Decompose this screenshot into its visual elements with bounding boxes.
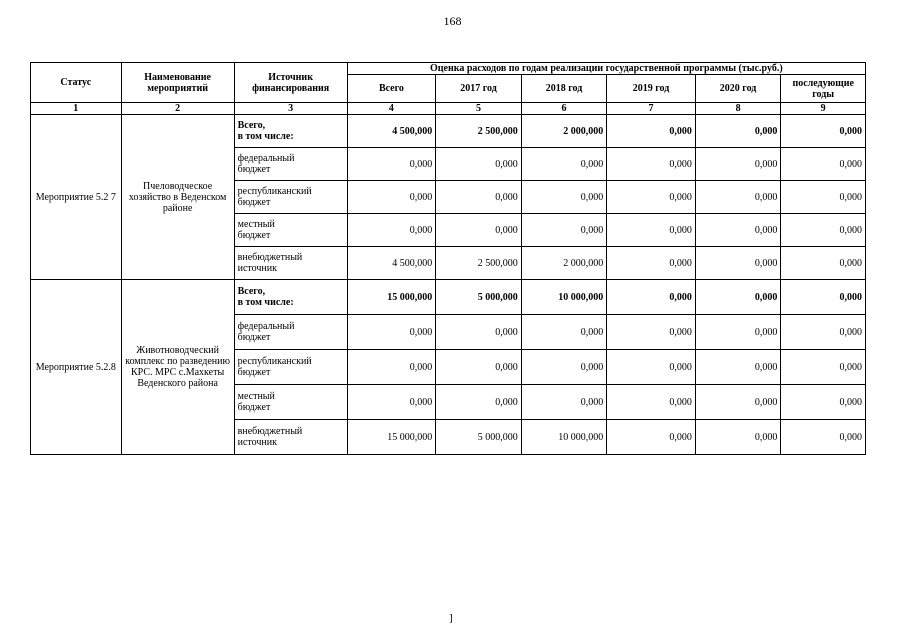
header-status: Статус bbox=[31, 63, 122, 103]
amount-cell: 0,000 bbox=[347, 214, 436, 247]
header-year-subsequent: последующие годы bbox=[781, 75, 866, 103]
amount-cell: 0,000 bbox=[695, 247, 781, 280]
amount-cell: 5 000,000 bbox=[436, 420, 522, 455]
amount-cell: 0,000 bbox=[347, 315, 436, 350]
footer-mark: ] bbox=[449, 612, 453, 624]
amount-cell: 0,000 bbox=[436, 385, 522, 420]
amount-cell: 2 000,000 bbox=[521, 115, 607, 148]
amount-cell: 0,000 bbox=[607, 214, 696, 247]
budget-table bbox=[30, 62, 866, 455]
funding-source-cell: Всего, в том числе: bbox=[234, 280, 347, 315]
amount-cell: 4 500,000 bbox=[347, 247, 436, 280]
page-number: 168 bbox=[443, 14, 462, 28]
amount-cell: 0,000 bbox=[695, 214, 781, 247]
amount-cell: 10 000,000 bbox=[521, 420, 607, 455]
amount-cell: 0,000 bbox=[607, 280, 696, 315]
header-name: Наименование мероприятий bbox=[121, 63, 234, 103]
amount-cell: 0,000 bbox=[521, 315, 607, 350]
amount-cell: 0,000 bbox=[781, 350, 866, 385]
amount-cell: 0,000 bbox=[347, 385, 436, 420]
status-cell: Мероприятие 5.2 7 bbox=[31, 115, 122, 280]
amount-cell: 0,000 bbox=[781, 214, 866, 247]
amount-cell: 0,000 bbox=[695, 350, 781, 385]
amount-cell: 15 000,000 bbox=[347, 280, 436, 315]
amount-cell: 2 500,000 bbox=[436, 247, 522, 280]
amount-cell: 0,000 bbox=[781, 148, 866, 181]
funding-source-cell: республиканский бюджет bbox=[234, 181, 347, 214]
amount-cell: 0,000 bbox=[607, 385, 696, 420]
amount-cell: 0,000 bbox=[436, 148, 522, 181]
header-source: Источник финансирования bbox=[234, 63, 347, 103]
amount-cell: 0,000 bbox=[347, 350, 436, 385]
amount-cell: 0,000 bbox=[521, 148, 607, 181]
measure-name-cell: Животноводческий комплекс по разведению КРС. МРС с.Махкеты Веденского района bbox=[121, 280, 234, 455]
col-number: 6 bbox=[521, 103, 607, 115]
header-year-2018: 2018 год bbox=[521, 75, 607, 103]
amount-cell: 0,000 bbox=[436, 315, 522, 350]
amount-cell: 0,000 bbox=[695, 148, 781, 181]
amount-cell: 5 000,000 bbox=[436, 280, 522, 315]
col-number: 5 bbox=[436, 103, 522, 115]
col-number: 8 bbox=[695, 103, 781, 115]
amount-cell: 0,000 bbox=[781, 420, 866, 455]
amount-cell: 2 000,000 bbox=[521, 247, 607, 280]
amount-cell: 0,000 bbox=[781, 181, 866, 214]
header-estimate: Оценка расходов по годам реализации государственной программы (тыс.руб.) bbox=[347, 63, 865, 75]
amount-cell: 0,000 bbox=[695, 115, 781, 148]
funding-source-cell: местный бюджет bbox=[234, 214, 347, 247]
amount-cell: 2 500,000 bbox=[436, 115, 522, 148]
amount-cell: 0,000 bbox=[695, 315, 781, 350]
funding-source-cell: внебюджетный источник bbox=[234, 420, 347, 455]
funding-source-cell: местный бюджет bbox=[234, 385, 347, 420]
amount-cell: 0,000 bbox=[695, 181, 781, 214]
header-year-2017: 2017 год bbox=[436, 75, 522, 103]
amount-cell: 0,000 bbox=[347, 181, 436, 214]
table-row bbox=[31, 115, 866, 148]
table-row bbox=[31, 280, 866, 315]
amount-cell: 0,000 bbox=[607, 115, 696, 148]
amount-cell: 0,000 bbox=[695, 385, 781, 420]
amount-cell: 10 000,000 bbox=[521, 280, 607, 315]
amount-cell: 4 500,000 bbox=[347, 115, 436, 148]
amount-cell: 0,000 bbox=[436, 181, 522, 214]
col-number: 1 bbox=[31, 103, 122, 115]
amount-cell: 0,000 bbox=[521, 181, 607, 214]
col-number: 4 bbox=[347, 103, 436, 115]
status-cell: Мероприятие 5.2.8 bbox=[31, 280, 122, 455]
amount-cell: 0,000 bbox=[521, 214, 607, 247]
amount-cell: 0,000 bbox=[607, 420, 696, 455]
funding-source-cell: федеральный бюджет bbox=[234, 315, 347, 350]
amount-cell: 0,000 bbox=[781, 385, 866, 420]
amount-cell: 0,000 bbox=[781, 315, 866, 350]
amount-cell: 0,000 bbox=[781, 280, 866, 315]
amount-cell: 0,000 bbox=[521, 385, 607, 420]
amount-cell: 0,000 bbox=[436, 214, 522, 247]
amount-cell: 0,000 bbox=[436, 350, 522, 385]
header-year-2019: 2019 год bbox=[607, 75, 696, 103]
col-number: 3 bbox=[234, 103, 347, 115]
funding-source-cell: федеральный бюджет bbox=[234, 148, 347, 181]
amount-cell: 0,000 bbox=[607, 148, 696, 181]
amount-cell: 0,000 bbox=[607, 350, 696, 385]
header-year-2020: 2020 год bbox=[695, 75, 781, 103]
funding-source-cell: внебюджетный источник bbox=[234, 247, 347, 280]
col-number: 2 bbox=[121, 103, 234, 115]
amount-cell: 0,000 bbox=[607, 315, 696, 350]
amount-cell: 0,000 bbox=[695, 420, 781, 455]
col-number: 7 bbox=[607, 103, 696, 115]
amount-cell: 0,000 bbox=[781, 247, 866, 280]
header-year-total: Всего bbox=[347, 75, 436, 103]
amount-cell: 0,000 bbox=[781, 115, 866, 148]
amount-cell: 0,000 bbox=[521, 350, 607, 385]
measure-name-cell: Пчеловодческое хозяйство в Веденском районе bbox=[121, 115, 234, 280]
funding-source-cell: Всего, в том числе: bbox=[234, 115, 347, 148]
col-number: 9 bbox=[781, 103, 866, 115]
table-body bbox=[31, 115, 866, 455]
amount-cell: 15 000,000 bbox=[347, 420, 436, 455]
amount-cell: 0,000 bbox=[695, 280, 781, 315]
amount-cell: 0,000 bbox=[607, 181, 696, 214]
funding-source-cell: республиканский бюджет bbox=[234, 350, 347, 385]
amount-cell: 0,000 bbox=[607, 247, 696, 280]
amount-cell: 0,000 bbox=[347, 148, 436, 181]
